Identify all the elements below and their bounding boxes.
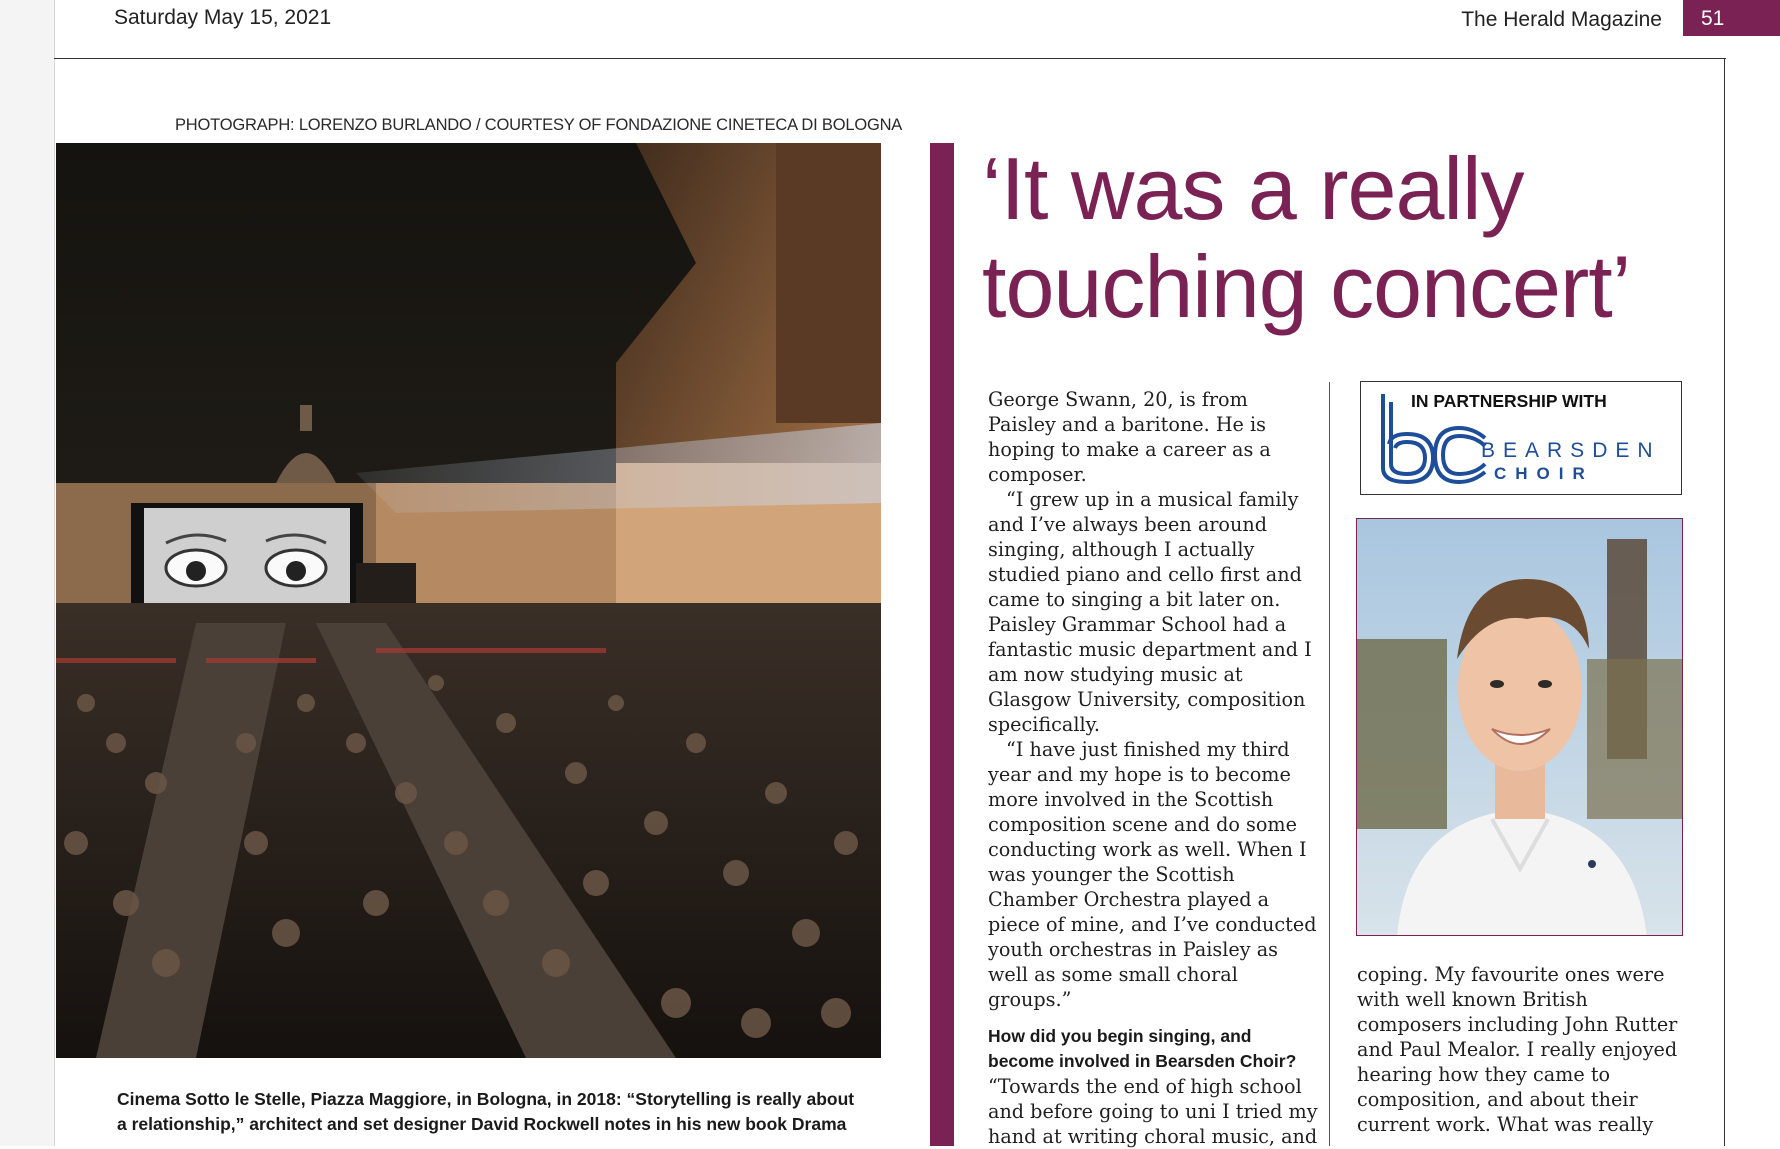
photo-caption: Cinema Sotto le Stelle, Piazza Maggiore, in Bologna, in 2018: “Storytelling is really about a relationship,” architect and set designer David Rockwell notes in his new book Drama xyxy=(117,1089,855,1134)
article-body xyxy=(988,387,1318,1149)
george-swann-portrait xyxy=(1356,518,1683,936)
article-paragraph: George Swann, 20, is from Paisley and a baritone. He is hoping to make a career as a composer. xyxy=(988,388,1271,486)
side-paragraph: coping. My favourite ones were with well known British composers including John Rutter and Paul Mealor. I really enjoyed hearing how they came to composition, and about their current work. What was really xyxy=(1357,963,1678,1136)
portrait-illustration xyxy=(1357,519,1683,936)
article-paragraph: “Towards the end of high school and before going to uni I tried my hand at writing choral music, and xyxy=(988,1075,1318,1148)
partner-box xyxy=(1360,381,1682,495)
article-paragraph: “I have just finished my third year and my hope is to become more involved in the Scottish composition scene and do some conducting work as well. When I was younger the Scottish Chamber Orchestra played a piece of mine, and I’ve conducted youth orchestras in Paisley as well as some small choral groups.” xyxy=(988,738,1317,1011)
partner-name: BEARSDEN xyxy=(1481,439,1661,462)
article-paragraph: “I grew up in a musical family and I’ve always been around singing, although I actually studied piano and cello first and came to singing a bit later on. Paisley Grammar School had a fantastic music department and I am now studying music at Glasgow University, composition specifically. xyxy=(988,488,1312,736)
page-edge-rule xyxy=(1724,58,1725,1146)
bologna-cinema-photo xyxy=(56,143,881,1058)
header-rule xyxy=(54,58,1726,59)
page-number-badge: 51 xyxy=(1683,0,1780,36)
headline-line-2: touching concert’ xyxy=(982,237,1631,336)
column-divider xyxy=(1329,382,1330,1146)
viewer-left-gutter xyxy=(0,0,55,1146)
headline-line-1: ‘It was a really xyxy=(982,139,1524,238)
partner-label: IN PARTNERSHIP WITH xyxy=(1411,391,1607,411)
partner-subname: CHOIR xyxy=(1494,464,1594,483)
cinema-crowd-illustration xyxy=(56,143,881,1058)
publication-name: The Herald Magazine xyxy=(1461,8,1662,31)
accent-bar xyxy=(930,143,954,1146)
issue-date: Saturday May 15, 2021 xyxy=(114,6,332,29)
photo-credit: PHOTOGRAPH: LORENZO BURLANDO / COURTESY OF FONDAZIONE CINETECA DI BOLOGNA xyxy=(175,116,903,134)
article-headline xyxy=(982,140,1722,336)
side-column-text xyxy=(1357,962,1687,1137)
interview-question: How did you begin singing, and become involved in Bearsden Choir? xyxy=(988,1026,1297,1071)
